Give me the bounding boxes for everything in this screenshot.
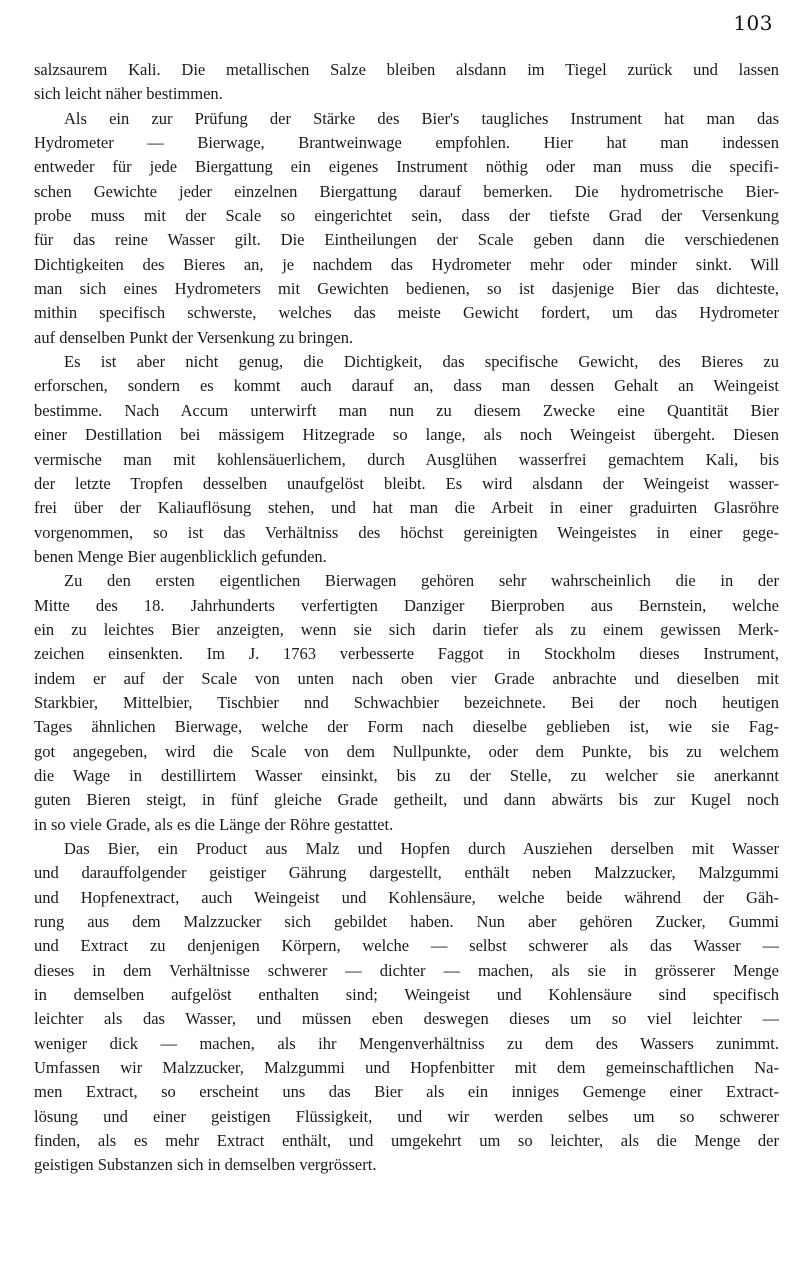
text-line: frei über der Kaliauflösung stehen, und hat man die Arbeit in einer graduirten Glasröhre [34,498,779,518]
text-line: auf denselben Punkt der Versenkung zu bringen. [34,327,354,347]
text-line: Tages ähnlichen Bierwage, welche der Form nach dieselbe geblieben ist, wie sie Fag- [34,717,779,737]
text-line: guten Bieren steigt, in fünf gleiche Grade getheilt, und dann abwärts bis zur Kugel noch [34,790,779,810]
text-line: got angegeben, wird die Scale von dem Nullpunkte, oder dem Punkte, bis zu welchem [34,741,779,761]
text-line: rung aus dem Malzzucker sich gebildet haben. Nun aber gehören Zucker, Gummi [34,912,779,932]
text-line: Umfassen wir Malzzucker, Malzgummi und Hopfenbitter mit dem gemeinschaftlichen Na- [34,1058,779,1078]
text-line: vermische man mit kohlensäuerlichem, durch Ausglühen wasserfrei gemachtem Kali, bis [34,449,779,469]
text-line: Starkbier, Mittelbier, Tischbier nnd Schwachbier bezeichnete. Bei der noch heutigen [34,692,779,712]
text-line: benen Menge Bier augenblicklich gefunden. [34,546,327,566]
text-line: zeichen einsenkten. Im J. 1763 verbesserte Faggot in Stockholm dieses Instrument, [34,644,779,664]
text-line: Mitte des 18. Jahrhunderts verfertigten Danziger Bierproben aus Bernstein, welche [34,595,779,615]
text-line: probe muss mit der Scale so eingerichtet sein, dass der tiefste Grad der Versenkung [34,206,779,226]
text-line: man sich eines Hydrometers mit Gewichten bedienen, so ist dasjenige Bier das dichteste, [34,279,779,299]
text-line: mithin specifisch schwerste, welches das meiste Gewicht fordert, um das Hydrometer [34,303,779,323]
text-line: bestimme. Nach Accum unterwirft man nun zu diesem Zwecke eine Quantität Bier [34,400,779,420]
text-line: leichter als das Wasser, und müssen eben deswegen dieses um so viel leichter — [34,1009,779,1029]
text-line: in demselben aufgelöst enthalten sind; Weingeist und Kohlensäure sind specifisch [34,985,779,1005]
text-line: vorgenommen, so ist das Verhältniss des höchst gereinigten Weingeistes in einer gege- [34,522,779,542]
text-line: und darauffolgender geistiger Gährung dargestellt, enthält neben Malzzucker, Malzgummi [34,863,779,883]
text-line: einer Destillation bei mässigem Hitzegrade so lange, als noch Weingeist übergeht. Diesen [34,425,779,445]
text-line: entweder für jede Biergattung ein eigenes Instrument nöthig oder man muss die specifi- [34,157,779,177]
text-line: und Hopfenextract, auch Weingeist und Kohlensäure, welche beide während der Gäh- [34,887,779,907]
text-line: Zu den ersten eigentlichen Bierwagen gehören sehr wahrscheinlich die in der [64,571,779,591]
text-line: Dichtigkeiten des Bieres an, je nachdem das Hydrometer mehr oder minder sinkt. Will [34,254,779,274]
text-line: geistigen Substanzen sich in demselben vergrössert. [34,1155,377,1175]
text-line: weniger dick — machen, als ihr Mengenverhältniss zu dem des Wassers zunimmt. [34,1033,779,1053]
text-line: schen Gewichte jeder einzelnen Biergattung darauf bemerken. Die hydrometrische Bier- [34,181,779,201]
text-line: ein zu leichtes Bier anzeigten, wenn sie sich darin tiefer als zu einem gewissen Merk- [34,619,779,639]
text-line: Hydrometer — Bierwage, Brantweinwage empfohlen. Hier hat man indessen [34,133,779,153]
text-line: Es ist aber nicht genug, die Dichtigkeit, das specifische Gewicht, des Bieres zu [64,352,779,372]
text-line: dieses in dem Verhältnisse schwerer — dichter — machen, als sie in grösserer Menge [34,960,779,980]
text-line: in so viele Grade, als es die Länge der Röhre gestattet. [34,814,394,834]
text-line: Als ein zur Prüfung der Stärke des Bier's taugliches Instrument hat man das [64,108,779,128]
text-line: finden, als es mehr Extract enthält, und umgekehrt um so leichter, als die Menge der [34,1131,779,1151]
text-line: lösung und einer geistigen Flüssigkeit, und wir werden selbes um so schwerer [34,1106,779,1126]
text-line: erforschen, sondern es kommt auch darauf an, dass man dessen Gehalt an Weingeist [34,376,779,396]
page-number: 103 [733,11,773,35]
text-line: und Extract zu denjenigen Körpern, welche — selbst schwerer als das Wasser — [34,936,779,956]
text-line: indem er auf der Scale von unten nach oben vier Grade anbrachte und dieselben mit [34,668,779,688]
text-line: men Extract, so erscheint uns das Bier als ein inniges Gemenge einer Extract- [34,1082,779,1102]
text-line: der letzte Tropfen desselben unaufgelöst bleibt. Es wird alsdann der Weingeist wasser- [34,473,779,493]
text-line: Das Bier, ein Product aus Malz und Hopfen durch Ausziehen derselben mit Wasser [64,839,779,858]
body-text [34,58,779,1178]
text-line: die Wage in destillirtem Wasser einsinkt, bis zu der Stelle, zu welcher sie anerkannt [34,765,779,785]
text-line: salzsaurem Kali. Die metallischen Salze bleiben alsdann im Tiegel zurück und lassen [34,60,779,79]
text-line: sich leicht näher bestimmen. [34,84,223,104]
text-line: für das reine Wasser gilt. Die Eintheilungen der Scale geben dann die verschiedenen [34,230,779,250]
